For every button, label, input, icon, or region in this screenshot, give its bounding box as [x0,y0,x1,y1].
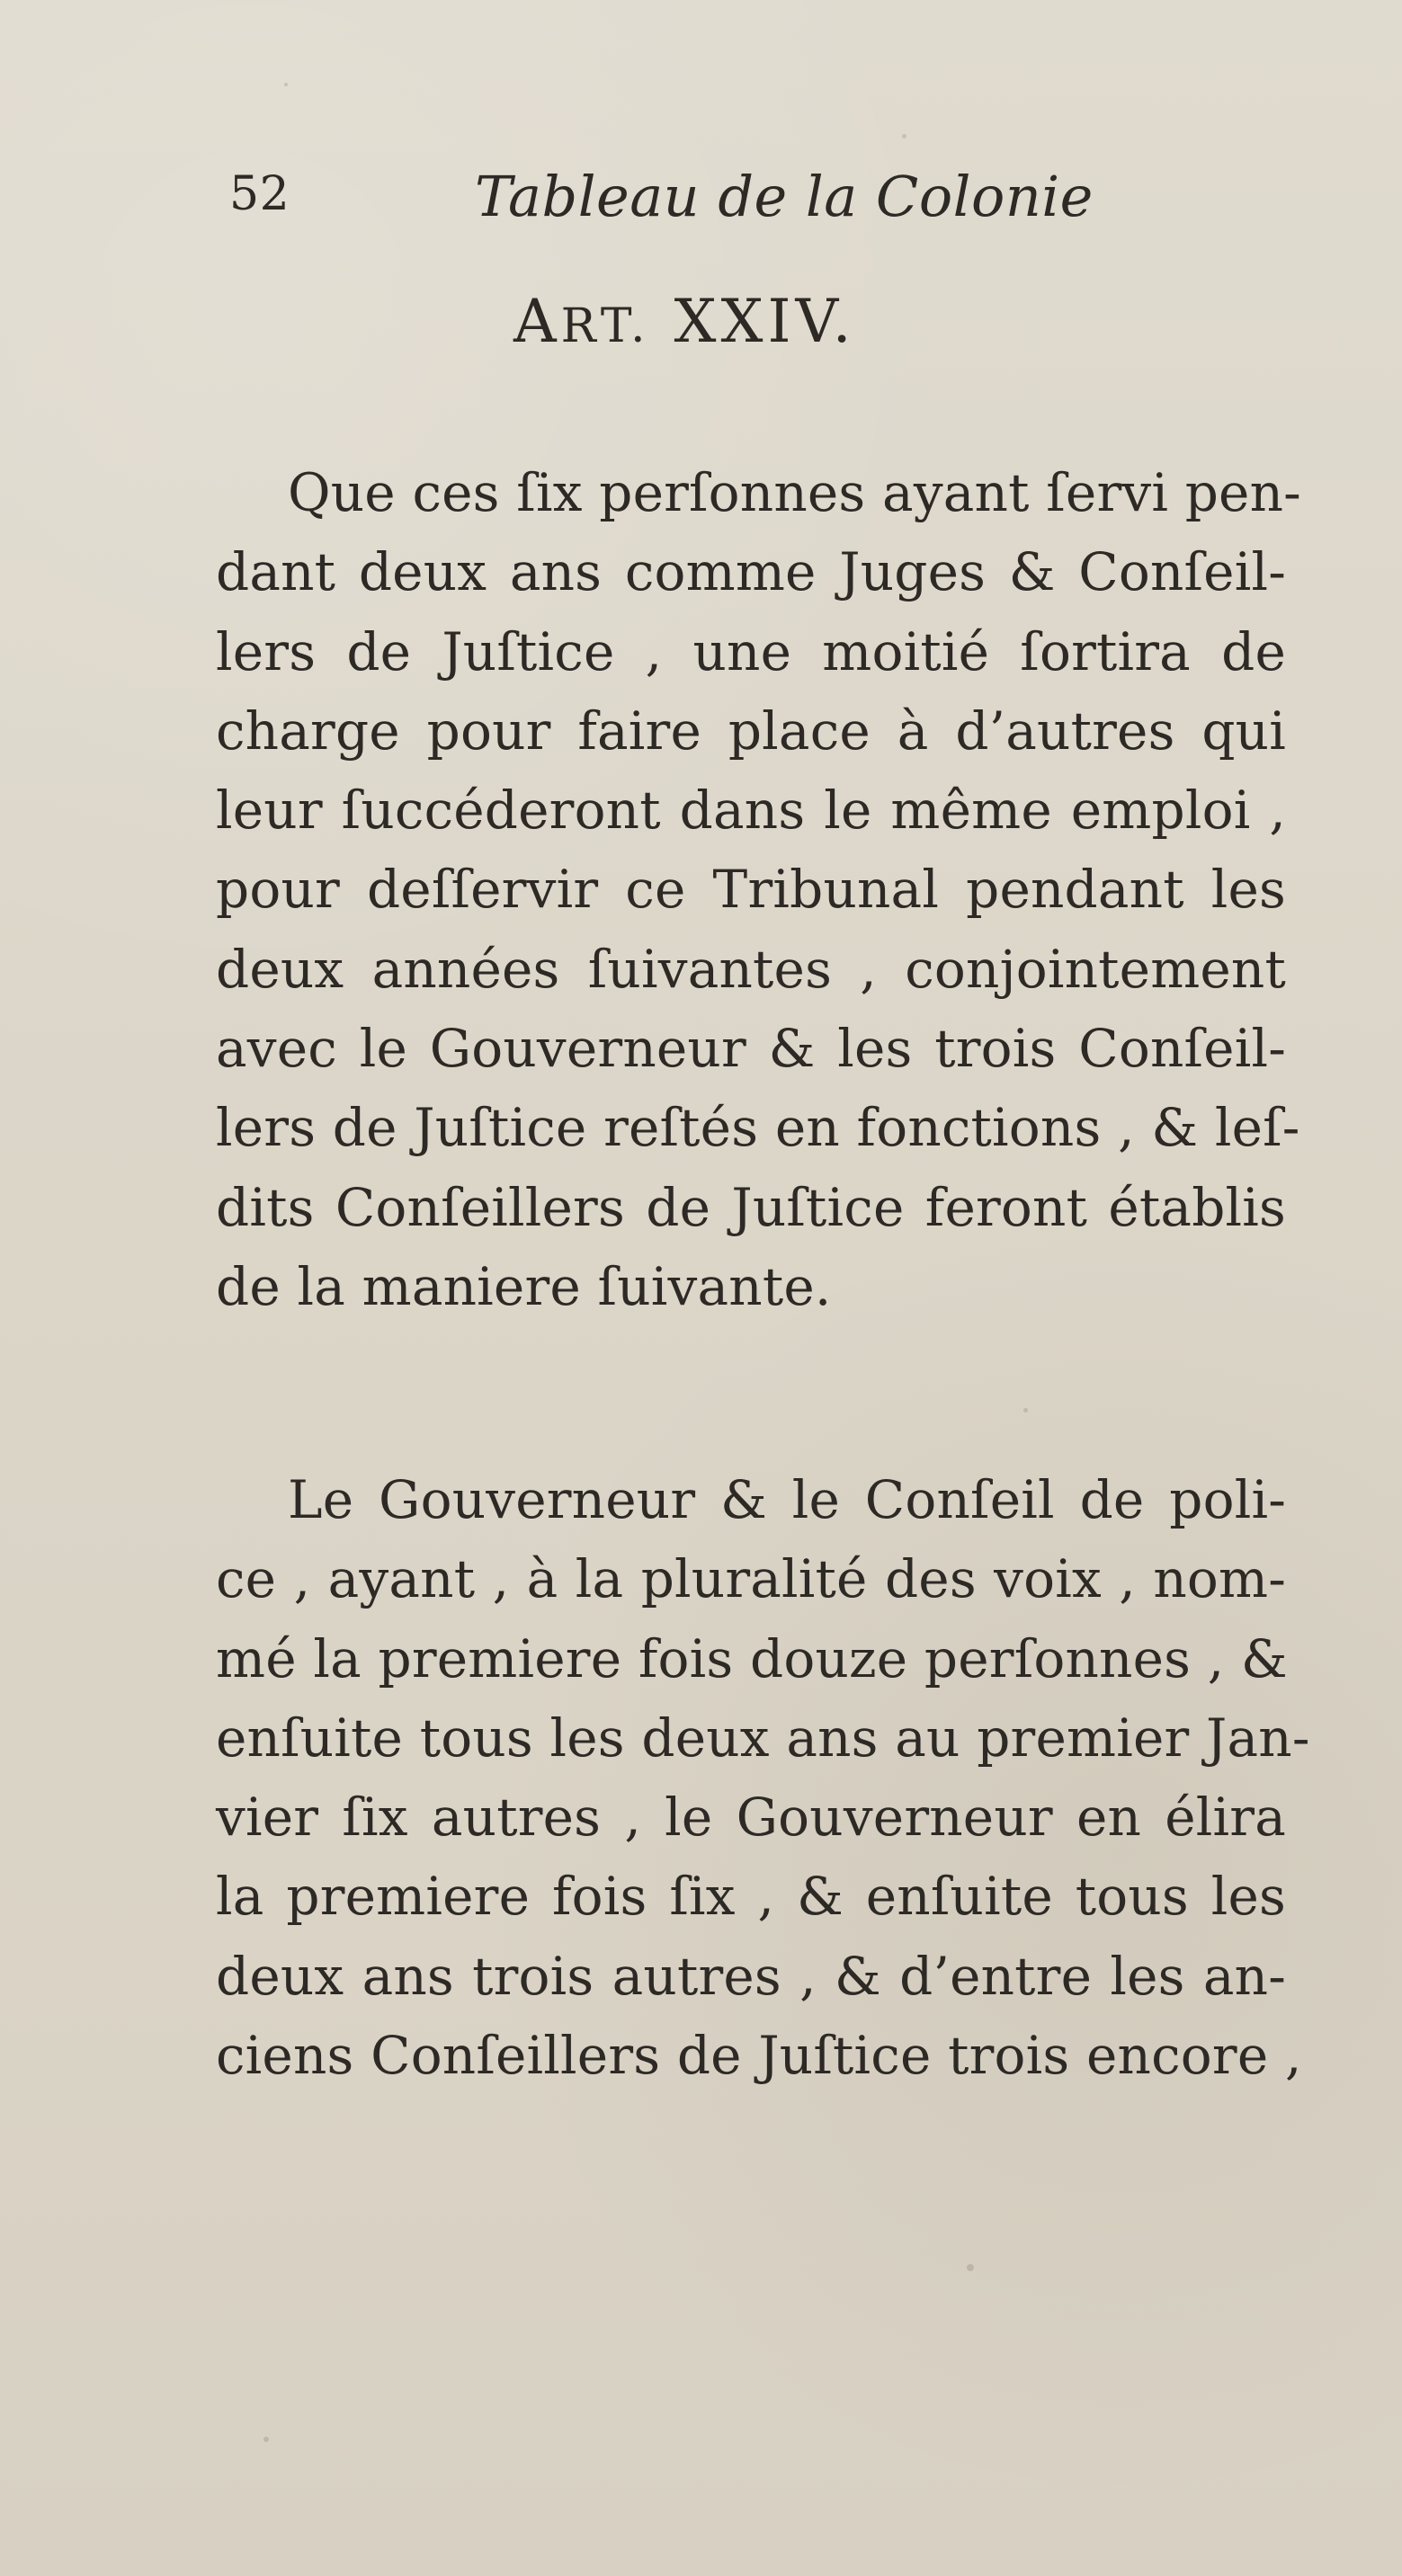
page-number: 52 [229,167,290,221]
paper-speck [902,134,906,138]
paragraph-line: la premiere fois ſix , & enſuite tous les [216,1866,1286,1928]
paragraph-line: lers de Juſtice , une moitié ſortira de [216,620,1286,682]
paragraph-line: de la maniere ſuivante. [216,1255,832,1317]
article-heading-smallcaps: RT. [560,299,651,353]
paragraph-line: charge pour faire place à d’autres qui [216,700,1286,762]
paper-speck [263,2437,269,2442]
paragraph-line: leur ſuccéderont dans le même emploi , [216,780,1286,842]
paragraph-line: deux années ſuivantes , conjointement [216,938,1286,1000]
running-title: Tableau de la Colonie [475,164,1094,229]
paragraph-line: enſuite tous les deux ans au premier Jan- [216,1707,1310,1769]
paragraph-line: Le Gouverneur & le Conſeil de poli- [288,1469,1286,1530]
paper-speck [1023,1408,1028,1413]
paragraph-line: Que ces ſix perſonnes ayant ſervi pen- [288,462,1301,523]
paper-speck [967,2264,974,2271]
paragraph-line: ce , ayant , à la pluralité des voix , nom- [216,1548,1286,1610]
paragraph-line: avec le Gouverneur & les trois Conſeil- [216,1018,1286,1080]
article-heading-prefix: A [513,287,561,356]
article-heading [513,287,856,356]
paragraph-line: vier ſix autres , le Gouverneur en élira [216,1787,1286,1849]
body-paragraph-1 [216,453,1301,1326]
paragraph-line: dant deux ans comme Juges & Conſeil- [216,541,1286,603]
paragraph-line: dits Conſeillers de Juſtice feront établis [216,1176,1286,1238]
body-paragraph-2 [216,1460,1310,2095]
paragraph-line: pour deſſervir ce Tribunal pendant les [216,859,1286,921]
paragraph-line: mé la premiere fois douze perſonnes , & [216,1627,1288,1689]
paragraph-line: deux ans trois autres , & d’entre les an- [216,1945,1286,2007]
paragraph-line: ciens Conſeillers de Juſtice trois encore , [216,2025,1302,2087]
article-heading-number: XXIV. [674,287,856,356]
paper-speck [284,83,288,86]
paragraph-line: lers de Juſtice reſtés en fonctions , & leſ- [216,1097,1300,1159]
